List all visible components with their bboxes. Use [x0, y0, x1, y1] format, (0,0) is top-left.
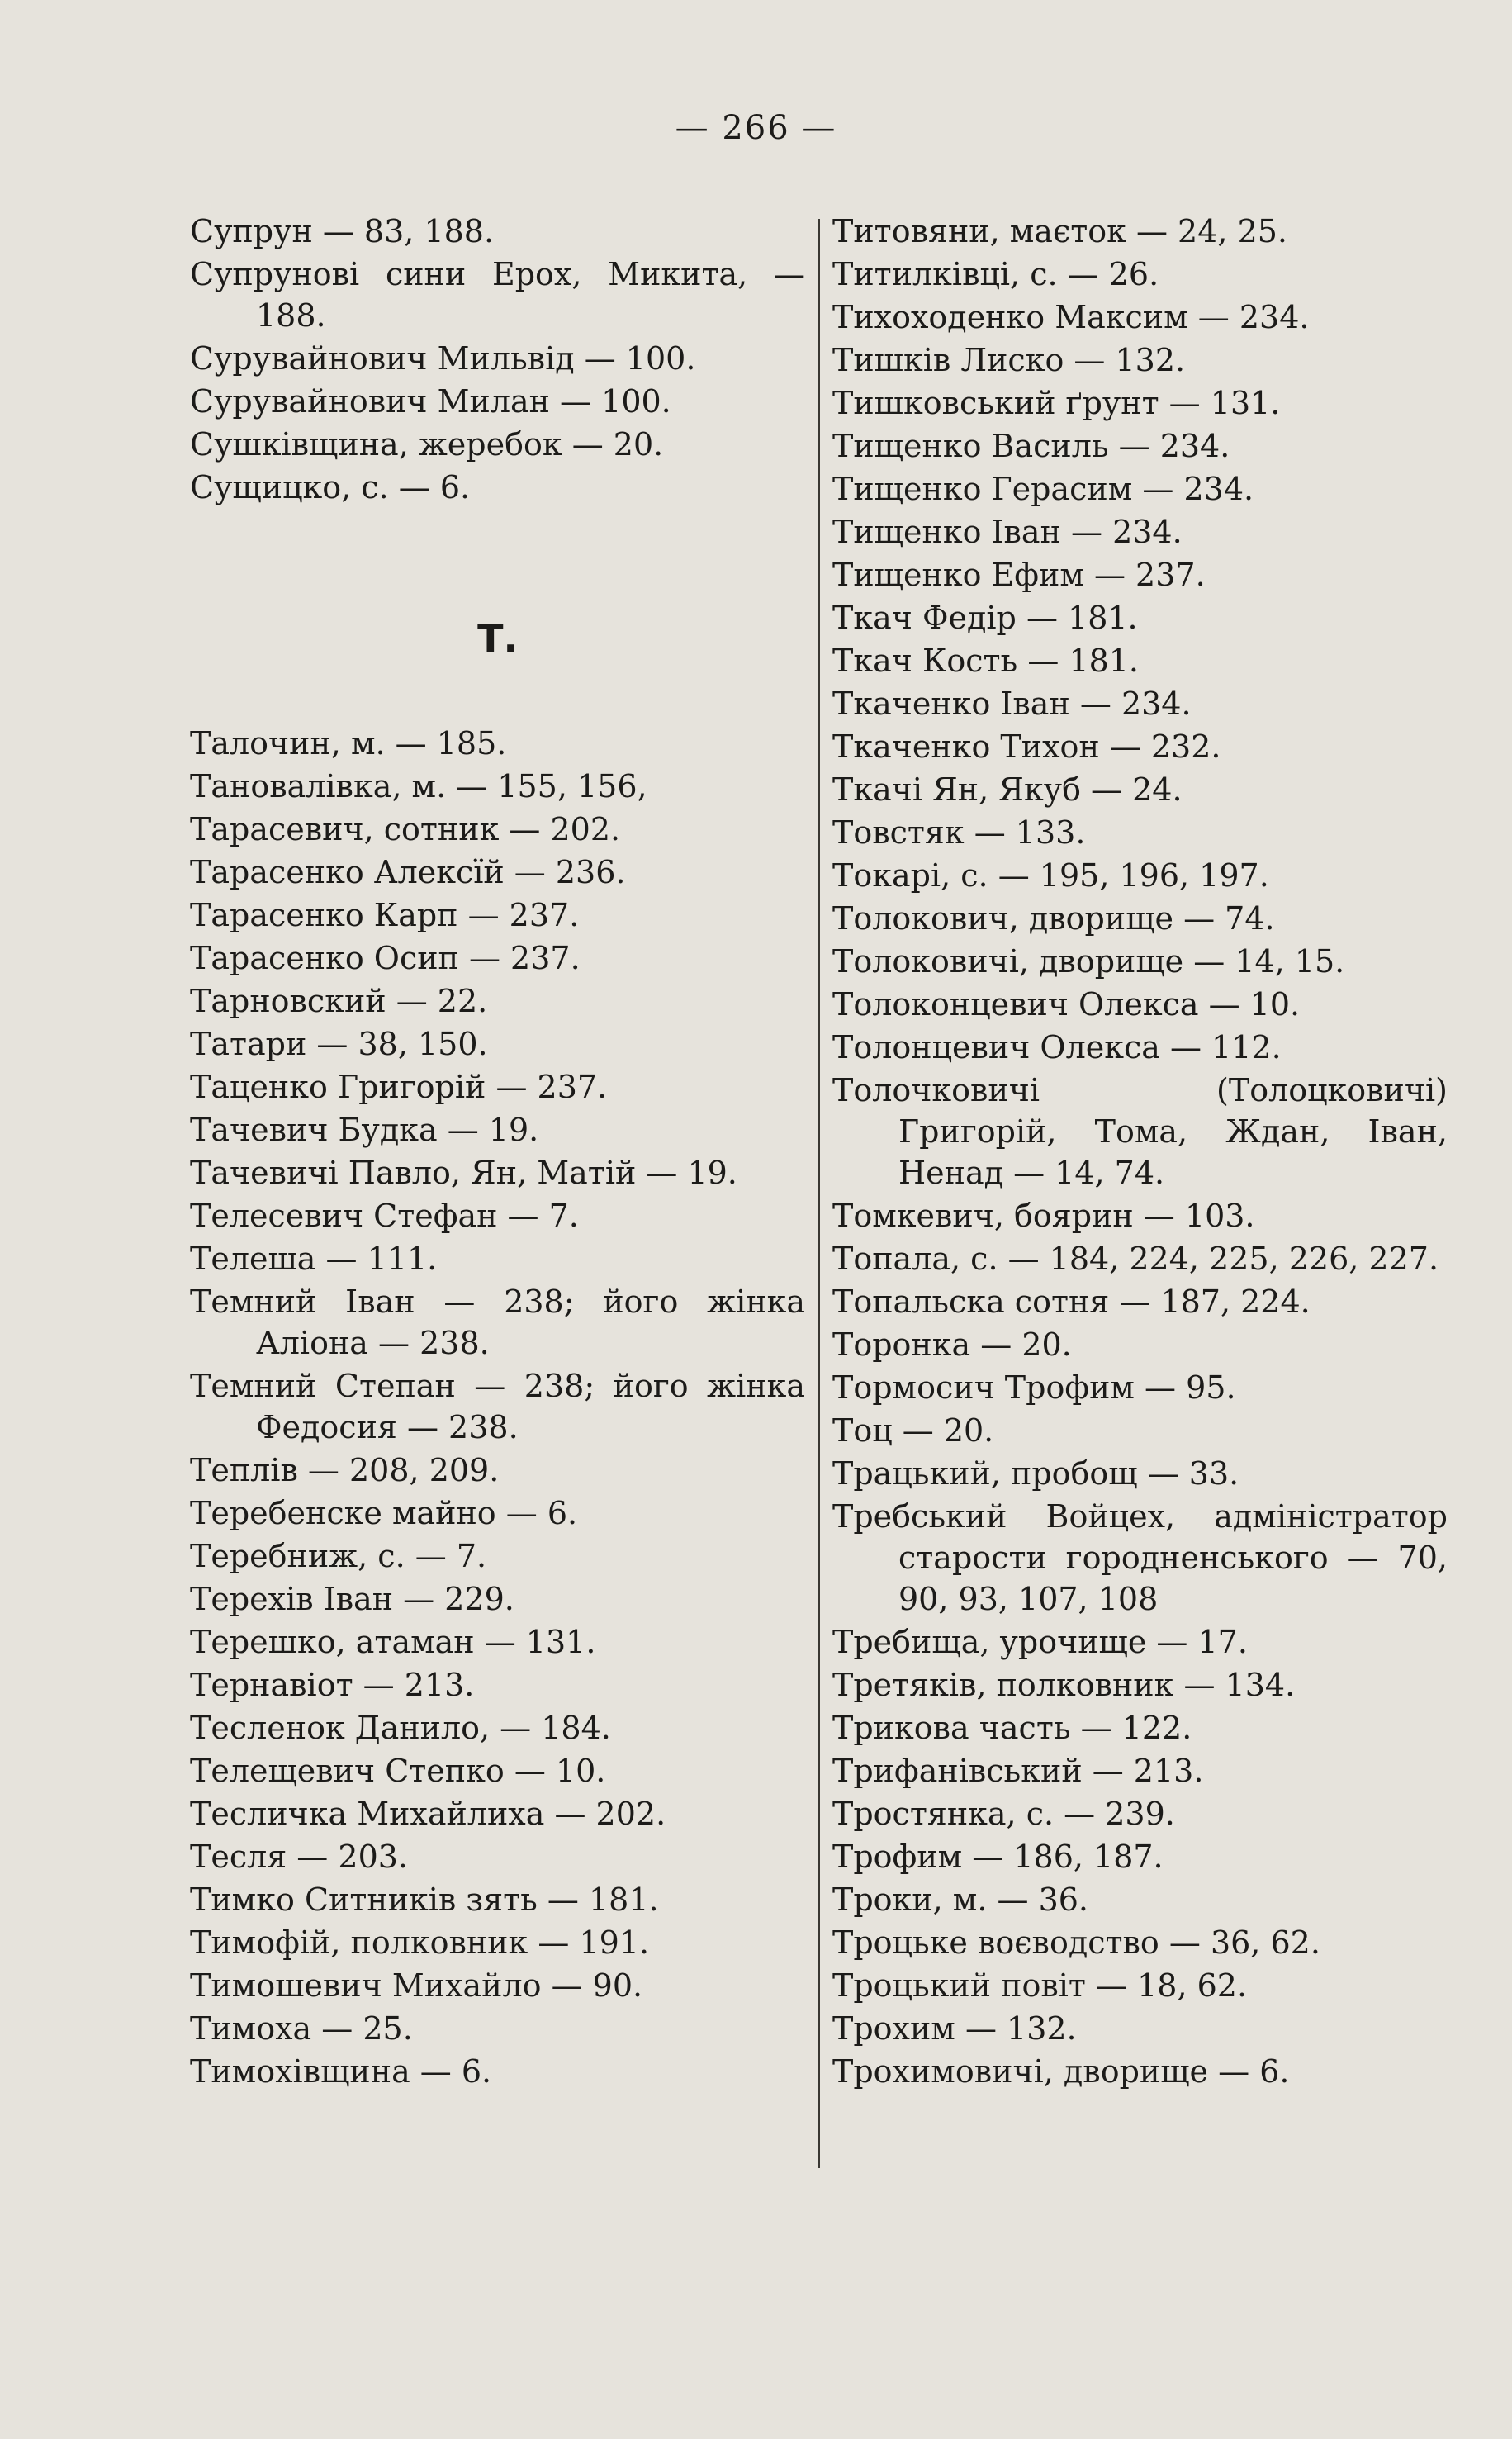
column-divider: [818, 219, 820, 2168]
index-entry: Трикова часть — 122.: [832, 1710, 1192, 1746]
index-entry: Тимохівщина — 6.: [190, 2053, 492, 2090]
index-entry: Теребенске майно — 6.: [190, 1495, 578, 1531]
index-entry: Ткаченко Тихон — 232.: [832, 728, 1221, 765]
index-entry: Требища, урочище — 17.: [832, 1624, 1248, 1660]
index-entry: Ткач Кость — 181.: [832, 643, 1140, 679]
index-entry: Трацький, пробощ — 33.: [832, 1455, 1239, 1492]
index-entry: Толонцевич Олекса — 112.: [832, 1029, 1282, 1065]
index-entry: Титовяни, маєток — 24, 25.: [832, 213, 1287, 249]
index-entry: Троки, м. — 36.: [832, 1881, 1089, 1918]
index-entry: Тесля — 203.: [190, 1839, 408, 1875]
index-entry: Толочковичі (Толоцковичі) Григорій, Тома, Ждан, Іван, Ненад — 14, 74.: [832, 1072, 1448, 1191]
index-entry: Трохим — 132.: [832, 2010, 1077, 2047]
index-entry: Третяків, полковник — 134.: [832, 1667, 1296, 1703]
index-entry: Топала, с. — 184, 224, 225, 226, 227.: [832, 1241, 1439, 1277]
index-entry: Тищенко Ефим — 237.: [832, 557, 1206, 593]
index-entry: Тищенко Герасим — 234.: [832, 471, 1254, 507]
left-column: [190, 211, 805, 2094]
index-entry: Тачевич Будка — 19.: [190, 1112, 539, 1148]
index-entry: Тарасевич, сотник — 202.: [190, 811, 621, 847]
index-entry: Тимошевич Михайло — 90.: [190, 1967, 643, 2004]
index-entry: Теплів — 208, 209.: [190, 1452, 500, 1488]
index-entry: Толоконцевич Олекса — 10.: [832, 986, 1301, 1023]
index-entry: Трифанівський — 213.: [832, 1753, 1204, 1789]
index-entry: Тищенко Іван — 234.: [832, 514, 1183, 550]
index-entry: Супрун — 83, 188.: [190, 213, 495, 249]
index-entry: Сурувайнович Милан — 100.: [190, 383, 671, 420]
index-entry: Тарасенко Осип — 237.: [190, 940, 581, 976]
index-entry: Теребниж, с. — 7.: [190, 1538, 487, 1574]
index-entry: Темний Степан — 238; його жінка Федосия — 238.: [190, 1368, 805, 1445]
index-entry: Талочин, м. — 185.: [190, 725, 507, 762]
index-entry: Татари — 38, 150.: [190, 1026, 488, 1062]
index-entry: Сурувайнович Мильвід — 100.: [190, 340, 696, 377]
index-entry: Тарновский — 22.: [190, 983, 488, 1019]
index-entry: Топальска сотня — 187, 224.: [832, 1284, 1311, 1320]
index-entry: Тишковський ґрунт — 131.: [832, 385, 1281, 421]
index-entry: Ткач Федір — 181.: [832, 600, 1138, 636]
index-entry: Ткачі Ян, Якуб — 24.: [832, 771, 1183, 808]
index-entry: Терешко, атаман — 131.: [190, 1624, 596, 1660]
index-entry: Тормосич Трофим — 95.: [832, 1369, 1236, 1406]
index-entry: Телесевич Стефан — 7.: [190, 1198, 579, 1234]
index-entry: Требський Войцех, адміністратор старости городненського — 70, 90, 93, 107, 108: [832, 1498, 1448, 1617]
right-column: [832, 211, 1448, 2094]
index-entry: Терехів Іван — 229.: [190, 1581, 514, 1617]
index-entry: Тимофій, полковник — 191.: [190, 1924, 650, 1961]
index-entry: Трохимовичі, дворище — 6.: [832, 2053, 1290, 2090]
index-entry: Тарасенко Карп — 237.: [190, 897, 580, 933]
index-entry: Тесленок Данило, — 184.: [190, 1710, 611, 1746]
section-letter-heading: Т.: [477, 616, 518, 661]
page-number: — 266 —: [675, 109, 837, 147]
index-entry: Тростянка, с. — 239.: [832, 1796, 1175, 1832]
index-entry: Торонка — 20.: [832, 1326, 1072, 1363]
index-entry: Сущицко, с. — 6.: [190, 469, 471, 505]
index-entry: Титилківці, с. — 26.: [832, 256, 1159, 292]
index-entry: Тимоха — 25.: [190, 2010, 413, 2047]
index-entry: Троцький повіт — 18, 62.: [832, 1967, 1248, 2004]
index-entry: Тихоходенко Максим — 234.: [832, 299, 1310, 335]
index-entry: Ткаченко Іван — 234.: [832, 686, 1192, 722]
index-entry: Тесличка Михайлиха — 202.: [190, 1796, 666, 1832]
index-entry: Товстяк — 133.: [832, 814, 1086, 851]
index-entry: Тарасенко Алексїй — 236.: [190, 854, 626, 890]
index-entry: Телеша — 111.: [190, 1241, 438, 1277]
index-entry: Томкевич, боярин — 103.: [832, 1198, 1255, 1234]
index-entry: Супрунові сини Ерох, Микита, — 188.: [190, 256, 805, 334]
index-entry: Тимко Ситників зять — 181.: [190, 1881, 659, 1918]
index-entry: Тищенко Василь — 234.: [832, 428, 1230, 464]
index-entry: Сушківщина, жеребок — 20.: [190, 426, 664, 463]
index-entry: Токарі, с. — 195, 196, 197.: [832, 857, 1269, 894]
index-entry: Трофим — 186, 187.: [832, 1839, 1164, 1875]
left-entries-top: [190, 211, 805, 508]
right-entries: [832, 211, 1448, 2092]
index-entry: Тоц — 20.: [832, 1412, 994, 1449]
index-entry: Таценко Григорій — 237.: [190, 1069, 608, 1105]
index-entry: Темний Іван — 238; його жінка Аліона — 238.: [190, 1284, 805, 1361]
left-entries: [190, 723, 805, 2092]
index-entry: Тановалівка, м. — 155, 156,: [190, 768, 647, 804]
index-entry: Толокович, дворище — 74.: [832, 900, 1275, 937]
index-entry: Телещевич Степко — 10.: [190, 1753, 606, 1789]
index-entry: Толоковичі, дворище — 14, 15.: [832, 943, 1345, 980]
index-entry: Тернавіот — 213.: [190, 1667, 475, 1703]
index-entry: Троцьке воєводство — 36, 62.: [832, 1924, 1320, 1961]
index-entry: Тачевичі Павло, Ян, Матій — 19.: [190, 1155, 737, 1191]
index-entry: Тишків Лиско — 132.: [832, 342, 1186, 378]
